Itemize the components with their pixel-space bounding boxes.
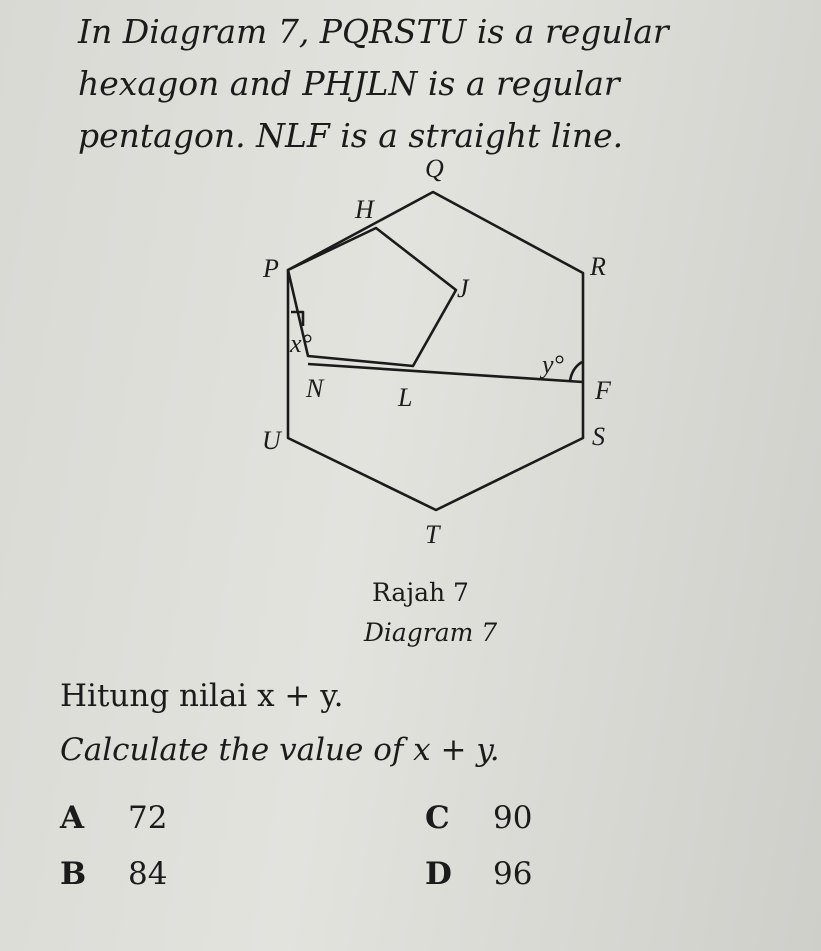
- caption-english: Diagram 7: [363, 618, 498, 647]
- label-x: x°: [290, 329, 312, 358]
- hexagon-pqrstu: [288, 192, 583, 510]
- option-c-letter: C: [425, 800, 450, 836]
- option-d-letter: D: [425, 856, 452, 892]
- label-p: P: [263, 254, 279, 283]
- label-n: N: [306, 374, 324, 403]
- option-c-value: 90: [493, 800, 533, 836]
- option-a-value: 72: [128, 800, 168, 836]
- option-d[interactable]: [425, 856, 532, 892]
- option-a-letter: A: [60, 800, 85, 836]
- option-b[interactable]: [60, 856, 167, 892]
- intro-line-2: hexagon and PHJLN is a regular: [78, 64, 620, 103]
- intro-line-1: In Diagram 7, PQRSTU is a regular: [78, 12, 669, 51]
- option-a[interactable]: [60, 800, 167, 836]
- label-s: S: [592, 422, 605, 451]
- option-c[interactable]: [425, 800, 532, 836]
- label-r: R: [590, 252, 606, 281]
- angle-y-arc: [570, 362, 582, 381]
- option-b-value: 84: [128, 856, 168, 892]
- label-f: F: [595, 376, 611, 405]
- question-english: Calculate the value of x + y.: [60, 732, 500, 768]
- question-malay: Hitung nilai x + y.: [60, 678, 344, 714]
- pentagon-phjln: [288, 228, 456, 366]
- label-t: T: [425, 520, 440, 549]
- label-u: U: [262, 426, 281, 455]
- label-q: Q: [425, 154, 444, 183]
- caption-malay: Rajah 7: [372, 578, 469, 607]
- label-h: H: [355, 195, 374, 224]
- option-d-value: 96: [493, 856, 533, 892]
- label-l: L: [398, 383, 413, 412]
- option-b-letter: B: [60, 856, 87, 892]
- label-j: J: [457, 274, 469, 303]
- label-y: y°: [542, 350, 564, 379]
- intro-line-3: pentagon. NLF is a straight line.: [78, 116, 624, 155]
